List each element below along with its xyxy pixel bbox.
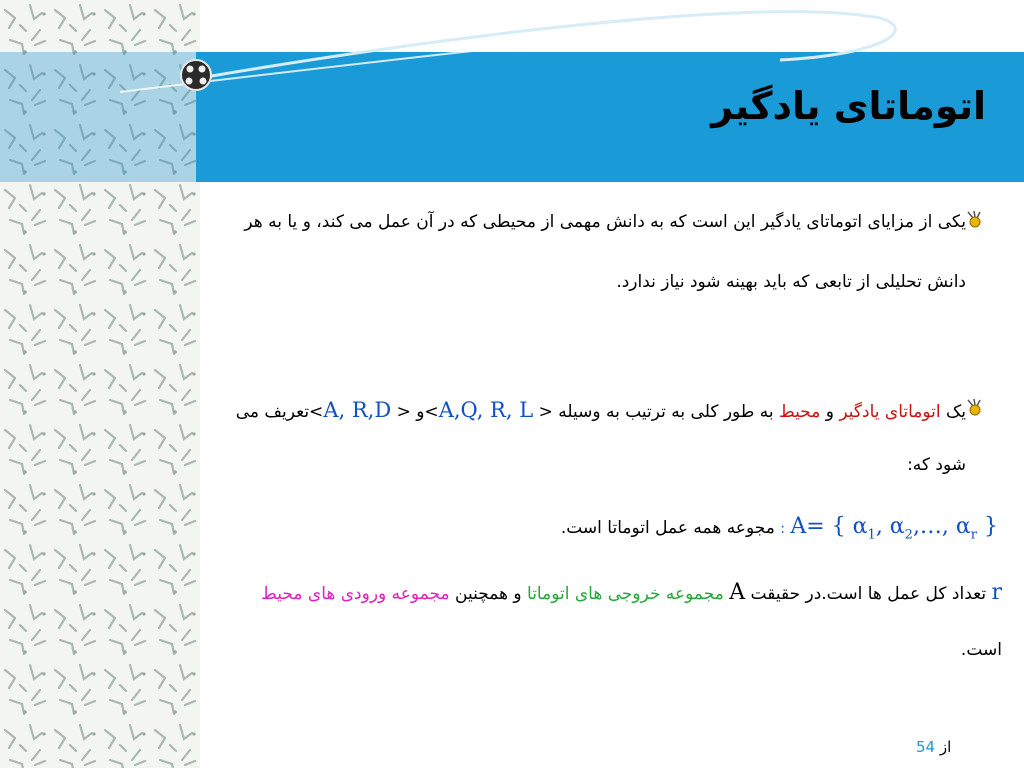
text-lt1: < <box>538 402 553 422</box>
text-lt2: < <box>396 402 411 422</box>
bullet1-line2: دانش تحلیلی از تابعی که باید بهینه شود نیاز ندارد. <box>616 272 966 292</box>
r-line <box>57 580 1002 605</box>
action-set-description: مجوعه همه عمل اتوماتا است. <box>560 518 775 538</box>
page-number: 54 <box>916 738 936 756</box>
automata-output-set: مجموعه خروجی های اتوماتا <box>527 584 724 604</box>
text-va: و <box>825 402 834 422</box>
text-yek: یک <box>946 402 966 422</box>
bullet1-line1: یکی از مزایای اتوماتای یادگیر این است که به دانش مهمی از محیطی که در آن عمل می کند، و یا به هر <box>244 212 966 232</box>
bullet-icon <box>966 398 984 416</box>
action-set-formula: A= { $\alpha_1$, $\alpha_2,\dots$, $\alpha_r$ } <box>790 514 998 543</box>
text-general: به طور کلی به ترتیب به وسیله <box>558 402 774 422</box>
r-line-text1: تعداد کل عمل ها است.در حقیقت <box>750 584 987 604</box>
tuple-environment: A, R,D <box>323 398 392 422</box>
slide-title: اتوماتای یادگیر <box>711 84 986 128</box>
action-set-line <box>53 514 998 542</box>
title-band-left-tint <box>0 52 200 182</box>
symbol-a: A <box>729 580 746 605</box>
r-line-text3: و همچنین <box>455 584 522 604</box>
text-gt-va: >و <box>416 402 439 422</box>
footer-of-label: از <box>939 738 952 756</box>
bullet2-line1 <box>21 398 966 422</box>
page-footer <box>910 738 951 756</box>
text-gt-def: >تعریف می <box>235 402 324 422</box>
text-environment: محیط <box>779 402 821 422</box>
symbol-r: r <box>991 580 1002 605</box>
environment-input-set: مجموعه ورودی های محیط <box>261 584 450 604</box>
colon: : <box>780 521 785 537</box>
r-line2: است. <box>960 640 1002 660</box>
bullet2-line2: شود که: <box>907 455 966 475</box>
tuple-automata: A,Q, R, L <box>438 398 534 422</box>
bullet-icon <box>966 210 984 228</box>
text-learning-automata: اتوماتای یادگیر <box>839 402 941 422</box>
